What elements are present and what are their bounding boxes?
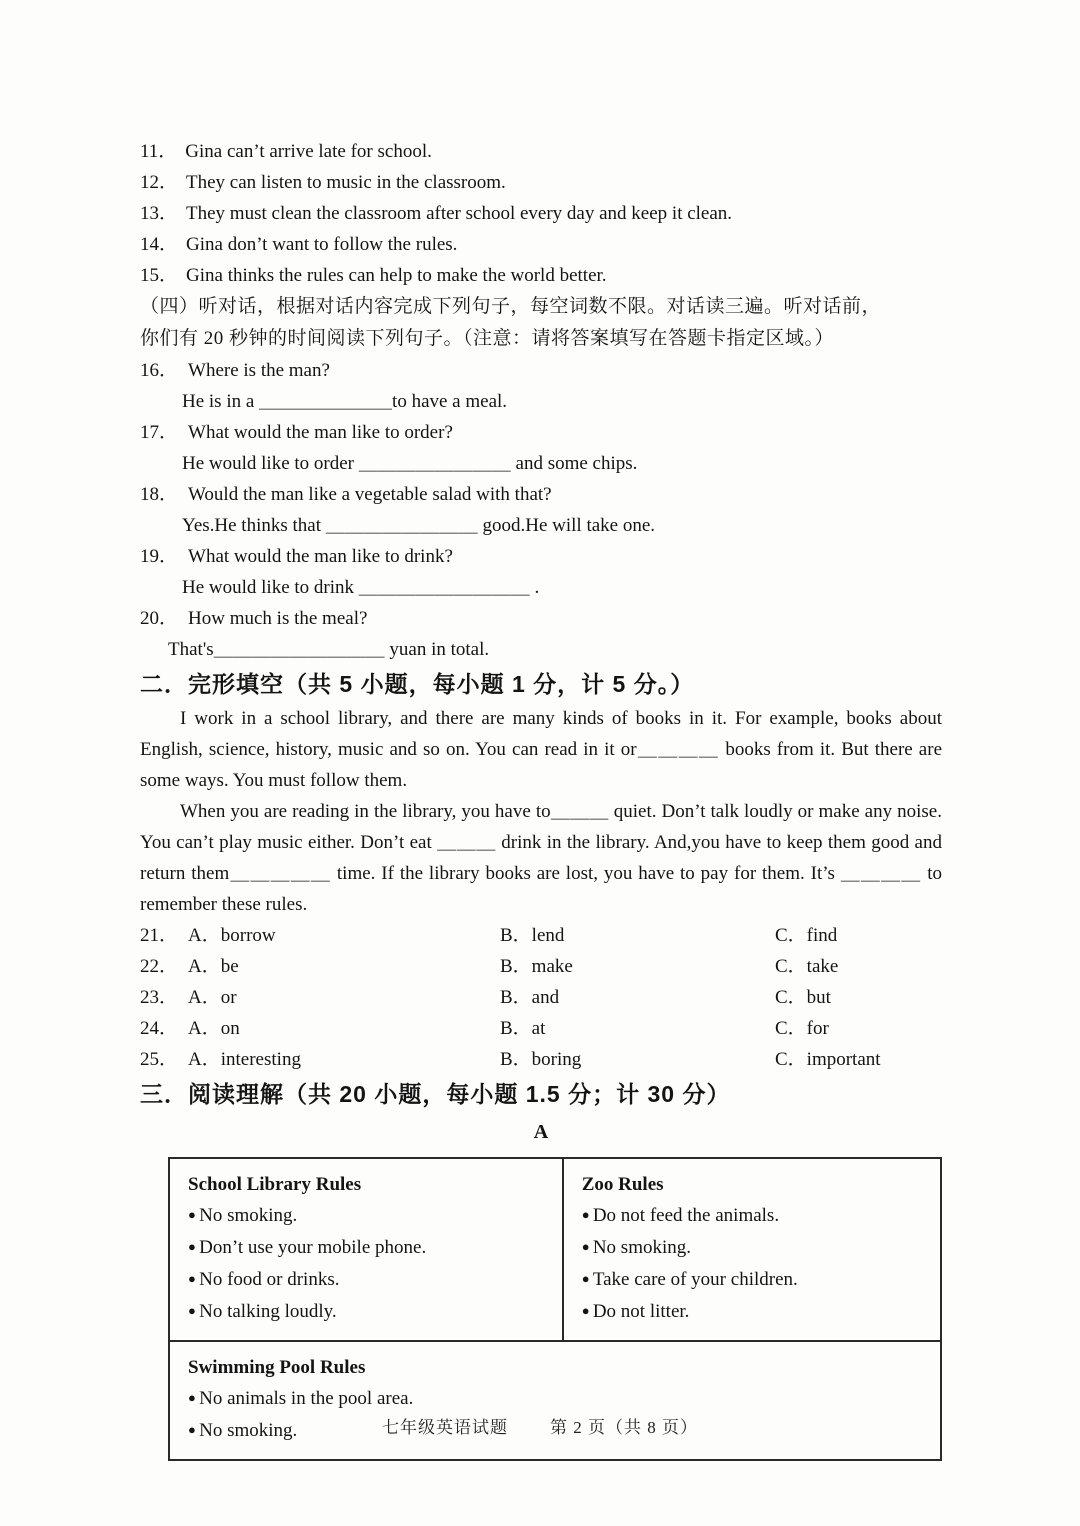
option-a <box>140 951 500 982</box>
statement-text: Gina thinks the rules can help to make the world better. <box>186 265 607 286</box>
pool-rules-header: Swimming Pool Rules <box>188 1357 366 1378</box>
option-a <box>140 1044 500 1075</box>
rule-item: ● Do not litter. <box>582 1296 926 1328</box>
listening-question-block <box>140 479 942 541</box>
question-text: What would the man like to drink? <box>188 546 453 567</box>
rules-table-top-row <box>169 1158 941 1341</box>
option-b: B．at <box>500 1018 546 1039</box>
footer-page-info: 第 2 页（共 8 页） <box>550 1418 698 1437</box>
rule-item: ● No talking loudly. <box>188 1296 548 1328</box>
option-b: B．and <box>500 987 560 1008</box>
answer-line: He would like to drink ＿＿＿＿＿＿＿＿＿ . <box>182 577 540 598</box>
option-a-text: A．or <box>188 987 237 1008</box>
question-number: 19． <box>140 546 179 567</box>
option-number: 25． <box>140 1049 179 1070</box>
listening-statement <box>140 198 942 229</box>
reading-section-title: 三．阅读理解（共 20 小题，每小题 1.5 分；计 30 分） <box>140 1081 731 1107</box>
option-a <box>140 920 500 951</box>
rule-item: ● No smoking. <box>188 1200 548 1232</box>
statement-text: Gina can’t arrive late for school. <box>185 141 432 162</box>
cloze-section-title: 二．完形填空（共 5 小题，每小题 1 分，计 5 分。） <box>140 671 695 697</box>
cloze-option-row <box>140 1013 942 1044</box>
rule-item: ● No smoking. <box>582 1232 926 1264</box>
question-line <box>140 541 942 572</box>
option-number: 22． <box>140 956 179 977</box>
page-footer <box>0 1413 1080 1438</box>
listening-question-block <box>140 603 942 665</box>
cloze-paragraph-2: When you are reading in the library, you have to＿＿＿ quiet. Don’t talk loudly or make any noise. You can’t play music either. Don’t eat ＿＿＿ drink in the library. And,you have to keep them good and return them＿＿＿＿＿ time. If the library books are lost, you have to pay for them. It’s ＿＿＿＿ to remember these rules. <box>140 801 942 915</box>
option-b: B．make <box>500 956 573 977</box>
rule-item: ● No animals in the pool area. <box>188 1383 926 1415</box>
question-line <box>140 479 942 510</box>
listening-statement <box>140 229 942 260</box>
cloze-paragraph-1: I work in a school library, and there are many kinds of books in it. For example, books about English, science, history, music and so on. You can read in it or＿＿＿＿ books from it. But there are some ways. You must follow them. <box>140 708 942 791</box>
statement-number: 14． <box>140 234 179 255</box>
question-text: Where is the man? <box>188 360 330 381</box>
cloze-option-row <box>140 1044 942 1075</box>
library-rules-header: School Library Rules <box>188 1174 362 1195</box>
pool-rules-cell <box>169 1341 941 1460</box>
rules-table-bottom-row <box>169 1341 941 1460</box>
listening-statement <box>140 260 942 291</box>
option-a-text: A．on <box>188 1018 240 1039</box>
question-line <box>140 355 942 386</box>
rule-item: ● Don’t use your mobile phone. <box>188 1232 548 1264</box>
option-a-text: A．borrow <box>188 925 276 946</box>
listening-statement <box>140 167 942 198</box>
question-text: Would the man like a vegetable salad with that? <box>188 484 552 505</box>
cloze-option-row <box>140 920 942 951</box>
cloze-option-row <box>140 951 942 982</box>
option-c: C．important <box>775 1049 881 1070</box>
option-c: C．find <box>775 925 838 946</box>
question-text: What would the man like to order? <box>188 422 453 443</box>
option-b: B．lend <box>500 925 565 946</box>
statement-text: They must clean the classroom after school every day and keep it clean. <box>186 203 733 224</box>
rule-item: ● No food or drinks. <box>188 1264 548 1296</box>
zoo-rules-header: Zoo Rules <box>581 1174 664 1195</box>
option-number: 24． <box>140 1018 179 1039</box>
option-c: C．take <box>775 956 839 977</box>
listening-statement <box>140 136 942 167</box>
question-line <box>140 417 942 448</box>
option-a <box>140 1013 500 1044</box>
statement-text: They can listen to music in the classroom. <box>186 172 506 193</box>
question-text: How much is the meal? <box>188 608 368 629</box>
option-a <box>140 982 500 1013</box>
statement-number: 13． <box>140 203 179 224</box>
answer-line: He is in a ＿＿＿＿＿＿＿to have a meal. <box>182 391 508 412</box>
footer-doc-title: 七年级英语试题 <box>382 1418 508 1437</box>
option-a-text: A．be <box>188 956 239 977</box>
passage-label: A <box>533 1121 549 1143</box>
answer-line: Yes.He thinks that ＿＿＿＿＿＿＿＿ good.He will take one. <box>182 515 656 536</box>
option-b: B．boring <box>500 1049 582 1070</box>
question-number: 16． <box>140 360 179 381</box>
question-number: 20． <box>140 608 179 629</box>
listening-question-block <box>140 541 942 603</box>
option-number: 23． <box>140 987 179 1008</box>
question-number: 17． <box>140 422 179 443</box>
option-number: 21． <box>140 925 179 946</box>
option-c: C．for <box>775 1018 829 1039</box>
option-a-text: A．interesting <box>188 1049 301 1070</box>
rule-item: ● No smoking. <box>188 1415 926 1447</box>
rule-item: ● Do not feed the animals. <box>582 1200 926 1232</box>
cloze-option-row <box>140 982 942 1013</box>
listening-question-block <box>140 355 942 417</box>
answer-line: That's＿＿＿＿＿＿＿＿＿ yuan in total. <box>168 639 490 660</box>
statement-number: 12． <box>140 172 179 193</box>
statement-number: 11． <box>140 141 178 162</box>
answer-line: He would like to order ＿＿＿＿＿＿＿＿ and some chips. <box>182 453 638 474</box>
section4-instruction-line2: 你们有 20 秒钟的时间阅读下列句子。（注意：请将答案填写在答题卡指定区域。） <box>140 328 835 349</box>
rule-item: ● Take care of your children. <box>582 1264 926 1296</box>
statement-number: 15． <box>140 265 179 286</box>
question-number: 18． <box>140 484 179 505</box>
question-line <box>140 603 942 634</box>
library-rules-cell <box>169 1158 563 1341</box>
zoo-rules-cell <box>563 1158 941 1341</box>
statement-text: Gina don’t want to follow the rules. <box>186 234 458 255</box>
listening-question-block <box>140 417 942 479</box>
section4-instruction-line1: （四）听对话，根据对话内容完成下列句子，每空词数不限。对话读三遍。听对话前， <box>140 296 882 317</box>
option-c: C．but <box>775 987 831 1008</box>
